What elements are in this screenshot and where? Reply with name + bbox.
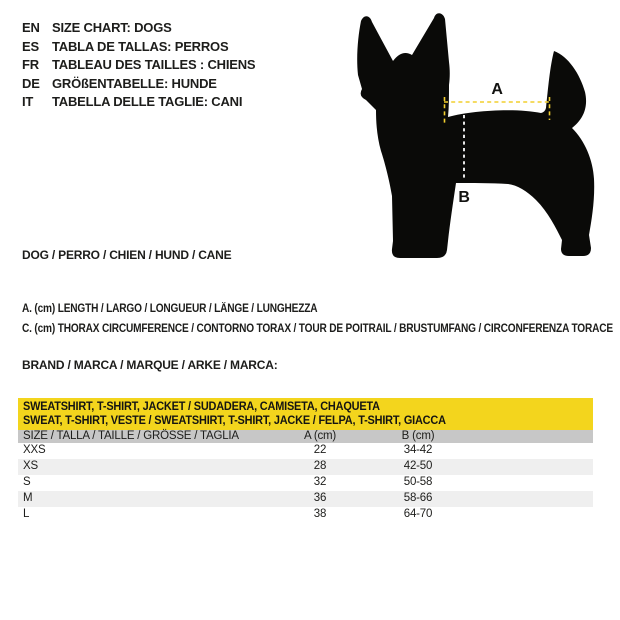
banner-line-2: SWEAT, T-SHIRT, VESTE / SWEATSHIRT, T-SHIRT, JACKE / FELPA, T-SHIRT, GIACCA [23,415,446,427]
measure-label-b: B [458,189,470,206]
language-row-fr [22,56,255,75]
a-cell: 36 [313,492,327,505]
animal-label: DOG / PERRO / CHIEN / HUND / CANE [22,248,232,262]
legend-line-c: C. (cm) THORAX CIRCUMFERENCE / CONTORNO TORAX / TOUR DE POITRAIL / BRUSTUMFANG / CIRCONFERENZA TORACE [22,323,613,335]
column-header-b: B (cm) [401,429,435,442]
language-code: IT [22,94,34,110]
table-row-m [18,491,593,507]
b-cell: 58-66 [403,492,433,505]
language-row-de [22,75,255,94]
dog-measurement-diagram [345,5,620,270]
size-cell: S [23,476,31,489]
table-row-xxs [18,443,593,459]
language-row-en [22,19,255,38]
table-row-s [18,475,593,491]
size-cell: L [23,508,30,521]
a-cell: 22 [313,444,327,457]
a-cell: 38 [313,508,327,521]
language-title: SIZE CHART: DOGS [52,20,172,35]
language-title: GRÖßENTABELLE: HUNDE [52,75,217,91]
b-cell: 34-42 [403,444,433,457]
table-row-l [18,507,593,523]
column-header-size: SIZE / TALLA / TAILLE / GRÖSSE / TAGLIA [23,429,239,442]
language-code: FR [22,57,39,73]
size-cell: XS [23,460,38,473]
language-code: EN [22,20,40,35]
b-cell: 42-50 [403,460,433,473]
legend-line-a: A. (cm) LENGTH / LARGO / LONGUEUR / LÄNGE / LUNGHEZZA [22,303,318,315]
table-header-row [18,430,593,443]
language-row-es [22,38,255,57]
banner-line-1: SWEATSHIRT, T-SHIRT, JACKET / SUDADERA, CAMISETA, CHAQUETA [23,401,380,413]
measure-label-a: A [491,81,503,98]
language-code: ES [22,38,39,54]
column-header-filler [456,430,593,443]
a-cell: 32 [313,476,327,489]
garment-type-banner [18,398,593,430]
size-chart-table [18,398,593,523]
table-row-xs [18,459,593,475]
language-code: DE [22,75,40,91]
brand-label: BRAND / MARCA / MARQUE / ARKE / MARCA: [22,358,278,372]
b-cell: 64-70 [403,508,433,521]
language-list [22,19,255,112]
dog-silhouette-icon [357,13,594,258]
a-cell: 28 [313,460,327,473]
language-title: TABLEAU DES TAILLES : CHIENS [52,57,256,73]
language-row-it [22,93,255,112]
measurement-legend [22,299,613,339]
size-cell: XXS [23,444,46,457]
size-cell: M [23,492,33,505]
sizes-table [18,430,593,523]
language-title: TABLA DE TALLAS: PERROS [52,38,229,54]
column-header-a: A (cm) [303,429,337,442]
language-title: TABELLA DELLE TAGLIE: CANI [52,94,243,110]
b-cell: 50-58 [403,476,433,489]
